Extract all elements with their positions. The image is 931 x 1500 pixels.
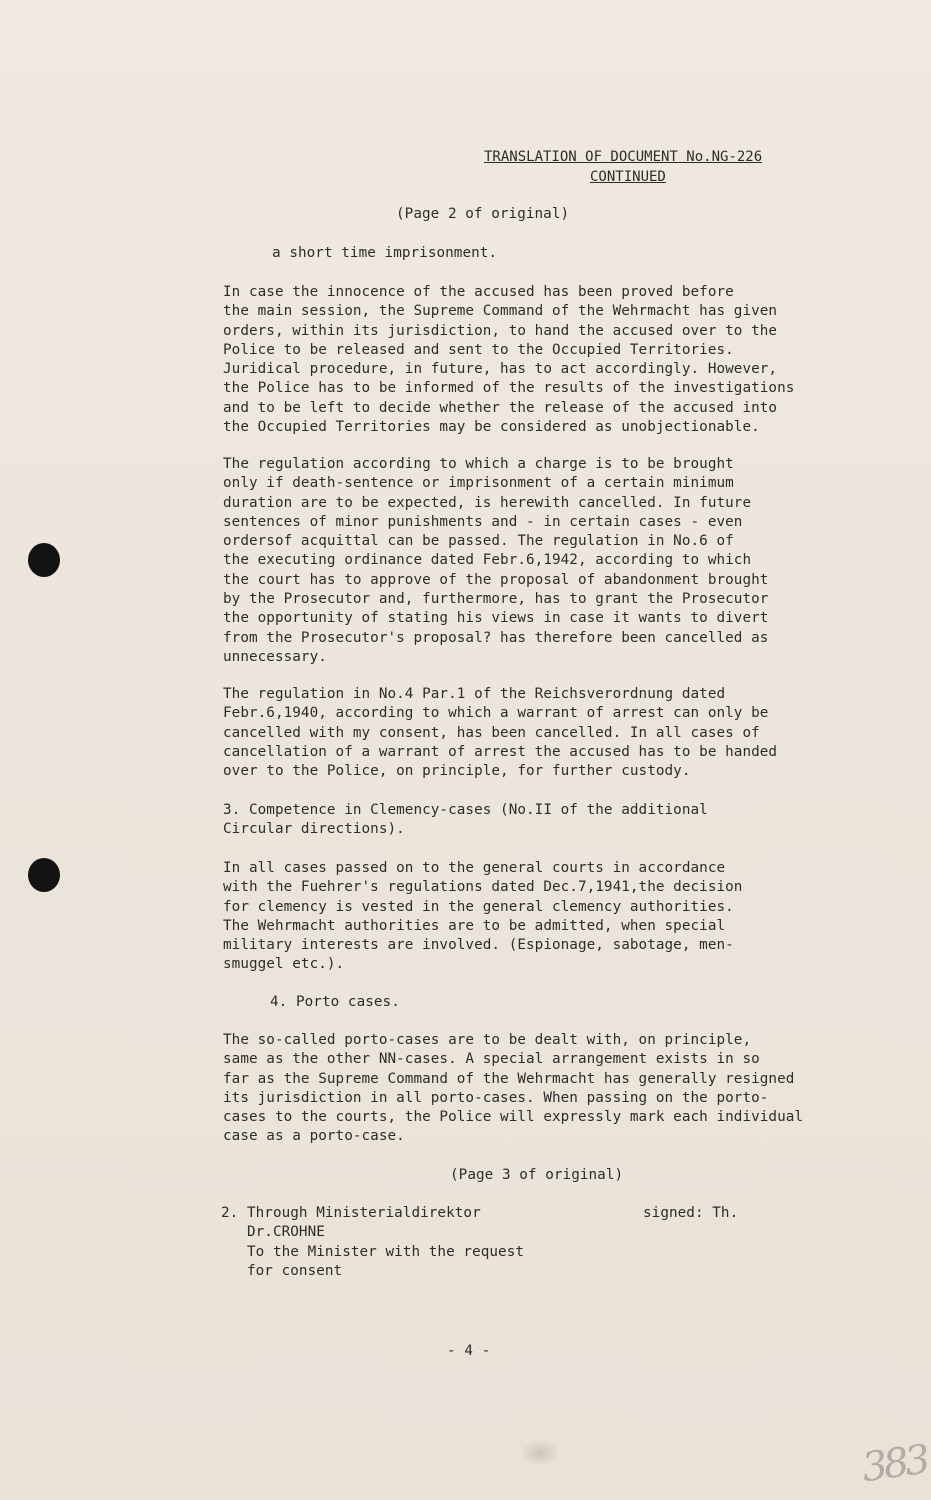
document-header: [484, 147, 814, 187]
page-number: - 4 -: [447, 1343, 491, 1359]
header-continued: CONTINUED: [590, 169, 666, 185]
signature-line: signed: Th.: [643, 1205, 739, 1221]
routing-block: 2. Through Ministerialdirektor Dr.CROHNE To the Minister with the request for consent: [221, 1205, 525, 1279]
paper-stain: [520, 1440, 560, 1466]
heading-clemency: 3. Competence in Clemency-cases (No.II of the additional Circular directions).: [223, 802, 708, 838]
punch-hole-bottom: [28, 858, 60, 892]
paragraph-warrant-of-arrest: The regulation in No.4 Par.1 of the Reichsverordnung dated Febr.6,1940, according to which a warrant of arrest can only be cancelled with my consent, has been cancelled. In all cases of cancellation of a warrant of arrest the accused has to be handed over to the Police, on principle, for further custody.: [223, 686, 778, 780]
page-reference-bottom: (Page 3 of original): [450, 1167, 624, 1183]
page-reference-top: (Page 2 of original): [396, 206, 570, 222]
paragraph-regulation-charge: The regulation according to which a charge is to be brought only if death-sentence or imprisonment of a certain minimum duration are to be expected, is herewith cancelled. In future sentences of minor punishments and - in certain cases - even ordersof acquittal can be passed. The regulation in No.6 of the executing ordinance dated Febr.6,1942, according to which the court has to approve of the proposal of abandonment brought by the Prosecutor and, furthermore, has to grant the Prosecutor the opportunity of stating his views in case it wants to divert from the Prosecutor's proposal? has therefore been cancelled as unnecessary.: [223, 456, 769, 665]
heading-porto-cases: 4. Porto cases.: [270, 994, 400, 1010]
opening-line: a short time imprisonment.: [272, 245, 498, 261]
paragraph-innocence: In case the innocence of the accused has been proved before the main session, the Supreme Command of the Wehrmacht has given orders, within its jurisdiction, to hand the accused over to the Police to be released and sent to the Occupied Territories. Juridical procedure, in future, has to act accordingly. However, the Police has to be informed of the results of the investigations and to be left to decide whether the release of the accused into the Occupied Territories may be considered as unobjectionable.: [223, 284, 795, 436]
paragraph-clemency: In all cases passed on to the general courts in accordance with the Fuehrer's regulations dated Dec.7,1941,the decision for clemency is vested in the general clemency authorities. The Wehrmacht authorities are to be admitted, when special military interests are involved. (Espionage, sabotage, men- smuggel etc.).: [223, 860, 743, 973]
punch-hole-top: [28, 543, 60, 577]
pencil-page-mark: 383: [859, 1436, 930, 1492]
paragraph-porto-cases: The so-called porto-cases are to be dealt with, on principle, same as the other NN-cases. A special arrangement exists in so far as the Supreme Command of the Wehrmacht has generally resigned its jurisdiction in all porto-cases. When passing on the porto- cases to the courts, the Police will expressly mark each individual case as a porto-case.: [223, 1032, 804, 1145]
header-title: TRANSLATION OF DOCUMENT No.NG-226: [484, 149, 763, 165]
